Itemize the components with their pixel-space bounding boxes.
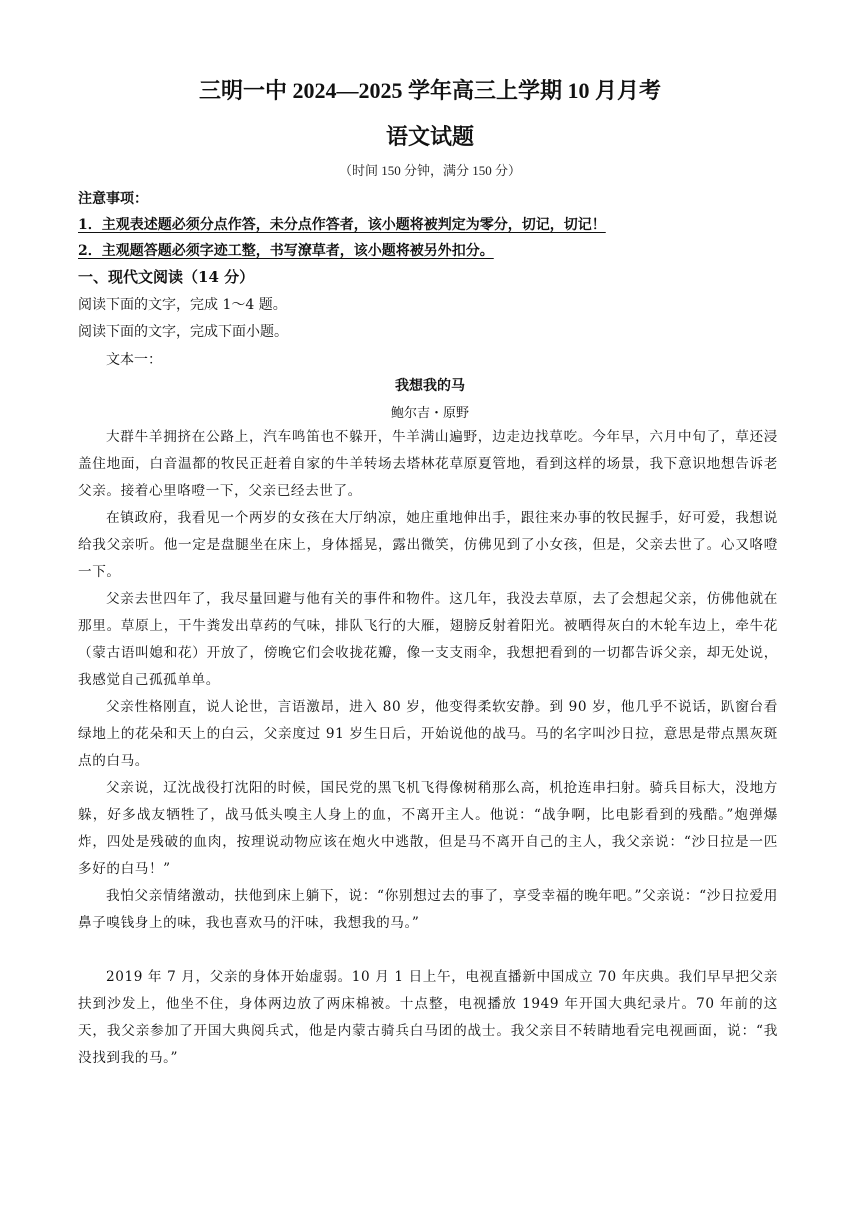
article-title: 我想我的马 [395, 378, 465, 394]
note-item-1: 1．主观表述题必须分点作答，未分点作答者，该小题将被判定为零分，切记，切记！ [78, 217, 606, 233]
article-paragraph: 我怕父亲情绪激动，扶他到床上躺下，说：“你别想过去的事了，享受幸福的晚年吧。”父亲说：“沙日拉爱用鼻子嗅钱身上的味，我也喜欢马的汗味，我想我的马。” [78, 888, 778, 931]
section-heading: 一、现代文阅读（14 分） [78, 268, 255, 286]
article-author: 鲍尔吉・原野 [390, 406, 469, 421]
section-instruction-2: 阅读下面的文字，完成下面小题。 [78, 324, 288, 340]
section-instruction-1: 阅读下面的文字，完成 1～4 题。 [78, 297, 287, 313]
article-paragraph: 大群牛羊拥挤在公路上，汽车鸣笛也不躲开，牛羊满山遍野，边走边找草吃。今年早，六月中旬了，草还浸盖住地面，白音温都的牧民正赶着自家的牛羊转场去塔林花草原夏管地，看到这样的场景，我下意识地想告诉老父亲。接着心里咯噔一下，父亲已经去世了。 [78, 429, 778, 499]
article-paragraph: 在镇政府，我看见一个两岁的女孩在大厅纳凉，她庄重地伸出手，跟往来办事的牧民握手，好可爱，我想说给我父亲听。他一定是盘腿坐在床上，身体摇晃，露出微笑，仿佛见到了小女孩，但是，父亲去世了。心又咯噔一下。 [78, 510, 778, 580]
exam-title: 三明一中 2024—2025 学年高三上学期 10 月月考 [198, 78, 661, 103]
article-paragraph: 父亲去世四年了，我尽量回避与他有关的事件和物件。这几年，我没去草原，去了会想起父亲，仿佛他就在那里。草原上，干牛粪发出草药的气味，排队飞行的大雁，翅膀反射着阳光。被晒得灰白的木轮车边上，牵牛花（蒙古语叫媳和花）开放了，傍晚它们会收拢花瓣，像一支支雨伞，我想把看到的一切都告诉父亲，却无处说，我感觉自己孤孤单单。 [78, 591, 778, 688]
article-paragraph: 父亲性格刚直，说人论世，言语激昂，进入 80 岁，他变得柔软安静。到 90 岁，他几乎不说话，趴窗台看绿地上的花朵和天上的白云，父亲度过 91 岁生日后，开始说他的战马。马的名字叫沙日拉，意思是带点黑灰斑点的白马。 [78, 699, 778, 769]
exam-subtitle: 语文试题 [385, 124, 474, 149]
article-paragraph: 父亲说，辽沈战役打沈阳的时候，国民党的黑飞机飞得像树稍那么高，机抢连串扫射。骑兵目标大，没地方躲，好多战友牺牲了，战马低头嗅主人身上的血，不离开主人。他说：“战争啊，比电影看到的残酷。”炮弹爆炸，四处是残破的血肉，按理说动物应该在炮火中逃散，但是马不离开自己的主人，我父亲说：“沙日拉是一匹多好的白马！” [78, 780, 778, 877]
note-item-2: 2．主观题答题必须字迹工整，书写潦草者，该小题将被另外扣分。 [78, 243, 494, 259]
article-paragraph: 2019 年 7 月，父亲的身体开始虚弱。10 月 1 日上午，电视直播新中国成立 70 年庆典。我们早早把父亲扶到沙发上，他坐不住，身体两边放了两床棉被。十点整，电视播放 1949 年开国大典纪录片。70 年前的这天，我父亲参加了开国大典阅兵式，他是内蒙古骑兵白马团的战士。我父亲目不转睛地看完电视画面，说：“我没找到我的马。” [78, 969, 778, 1066]
text-label: 文本一： [106, 352, 162, 368]
exam-info: （时间 150 分钟，满分 150 分） [338, 163, 521, 178]
notes-heading: 注意事项： [78, 191, 148, 207]
